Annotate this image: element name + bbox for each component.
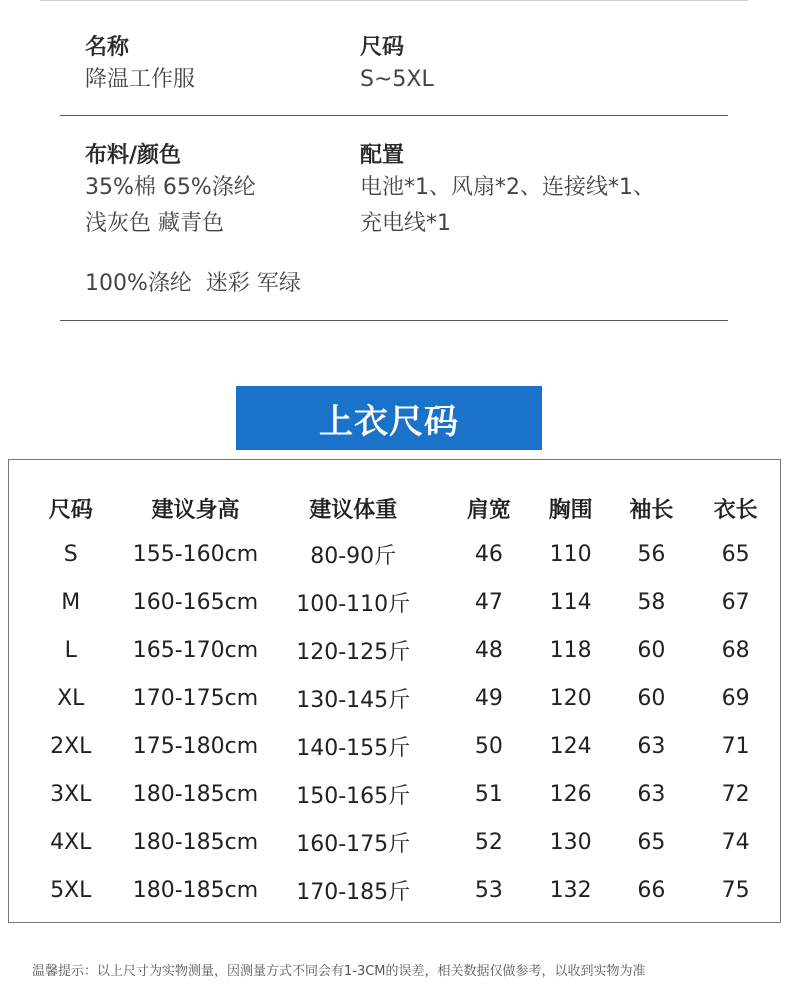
- table-cell: 48: [474, 637, 503, 663]
- table-cell: S: [63, 541, 78, 567]
- config-line: 充电线*1: [360, 211, 451, 236]
- table-cell: 56: [637, 541, 666, 567]
- table-cell: 180-185cm: [132, 829, 259, 855]
- table-cell: 120: [549, 685, 592, 711]
- table-row: [9, 578, 780, 626]
- table-cell: 175-180cm: [132, 733, 259, 759]
- table-cell: 120-125斤: [296, 639, 411, 665]
- table-cell: 67: [721, 589, 750, 615]
- size-chart-banner: 上衣尺码: [236, 386, 542, 450]
- table-cell: 66: [637, 877, 666, 903]
- table-cell: 74: [721, 829, 750, 855]
- table-row: [9, 530, 780, 578]
- table-cell: 58: [637, 589, 666, 615]
- table-cell: 63: [637, 781, 666, 807]
- size-table: [9, 460, 780, 914]
- table-cell: 165-170cm: [132, 637, 259, 663]
- fabric-label: 布料/颜色: [85, 143, 182, 168]
- table-cell: 72: [721, 781, 750, 807]
- table-cell: 150-165斤: [296, 783, 411, 809]
- table-cell: L: [64, 637, 77, 663]
- table-cell: 170-185斤: [296, 879, 411, 905]
- name-value: 降温工作服: [85, 67, 196, 92]
- table-cell: 60: [637, 685, 666, 711]
- column-header: 建议身高: [151, 498, 240, 523]
- table-row: [9, 722, 780, 770]
- divider: [60, 115, 728, 116]
- table-cell: 65: [637, 829, 666, 855]
- table-cell: 69: [721, 685, 750, 711]
- column-header: 肩宽: [466, 498, 511, 523]
- table-cell: 160-175斤: [296, 831, 411, 857]
- table-row: [9, 866, 780, 914]
- config-label: 配置: [360, 143, 405, 168]
- table-cell: 170-175cm: [132, 685, 259, 711]
- table-header-row: [9, 460, 780, 530]
- table-cell: 140-155斤: [296, 735, 411, 761]
- table-cell: 47: [474, 589, 503, 615]
- table-row: [9, 818, 780, 866]
- top-rule: [40, 0, 748, 1]
- table-cell: 110: [549, 541, 592, 567]
- table-cell: 2XL: [50, 733, 92, 759]
- table-cell: 130-145斤: [296, 687, 411, 713]
- table-cell: 63: [637, 733, 666, 759]
- table-cell: 4XL: [50, 829, 92, 855]
- spec-name: [85, 34, 195, 98]
- table-cell: 60: [637, 637, 666, 663]
- spec-size: [360, 34, 434, 98]
- table-cell: 3XL: [50, 781, 92, 807]
- table-cell: 114: [549, 589, 592, 615]
- table-cell: 49: [474, 685, 503, 711]
- table-row: [9, 674, 780, 722]
- table-cell: 80-90斤: [310, 543, 397, 569]
- table-cell: 75: [721, 877, 750, 903]
- table-cell: 155-160cm: [132, 541, 259, 567]
- table-cell: XL: [57, 685, 85, 711]
- fabric-line: 浅灰色 藏青色: [85, 211, 224, 236]
- size-table-box: [8, 459, 781, 923]
- column-header: 衣长: [713, 498, 758, 523]
- table-cell: 132: [549, 877, 592, 903]
- size-label: 尺码: [360, 35, 405, 60]
- extra-fabric: 100%涤纶 迷彩 军绿: [85, 271, 301, 296]
- column-header: 胸围: [548, 498, 593, 523]
- table-cell: 118: [549, 637, 592, 663]
- table-cell: 124: [549, 733, 592, 759]
- spec-config: [360, 142, 655, 242]
- table-row: [9, 770, 780, 818]
- table-cell: 53: [474, 877, 503, 903]
- fabric-line: 35%棉 65%涤纶: [85, 175, 256, 200]
- table-cell: 68: [721, 637, 750, 663]
- spec-fabric: [85, 142, 256, 242]
- size-value: S~5XL: [360, 67, 434, 92]
- footer-note: 温馨提示：以上尺寸为实物测量，因测量方式不同会有1-3CM的误差，相关数据仅做参考，以收到实物为准: [32, 964, 646, 979]
- column-header: 建议体重: [309, 498, 398, 523]
- table-cell: 65: [721, 541, 750, 567]
- table-cell: 180-185cm: [132, 781, 259, 807]
- table-body: [9, 530, 780, 914]
- table-cell: 71: [721, 733, 750, 759]
- table-cell: 126: [549, 781, 592, 807]
- table-cell: 50: [474, 733, 503, 759]
- table-cell: 5XL: [50, 877, 92, 903]
- table-cell: 180-185cm: [132, 877, 259, 903]
- table-cell: 52: [474, 829, 503, 855]
- table-cell: 51: [474, 781, 503, 807]
- divider: [60, 320, 728, 321]
- table-row: [9, 626, 780, 674]
- name-label: 名称: [85, 35, 130, 60]
- column-header: 尺码: [48, 498, 93, 523]
- config-line: 电池*1、风扇*2、连接线*1、: [360, 175, 655, 200]
- table-cell: M: [61, 589, 81, 615]
- table-cell: 130: [549, 829, 592, 855]
- table-cell: 46: [474, 541, 503, 567]
- table-cell: 160-165cm: [132, 589, 259, 615]
- column-header: 袖长: [629, 498, 674, 523]
- table-cell: 100-110斤: [296, 591, 411, 617]
